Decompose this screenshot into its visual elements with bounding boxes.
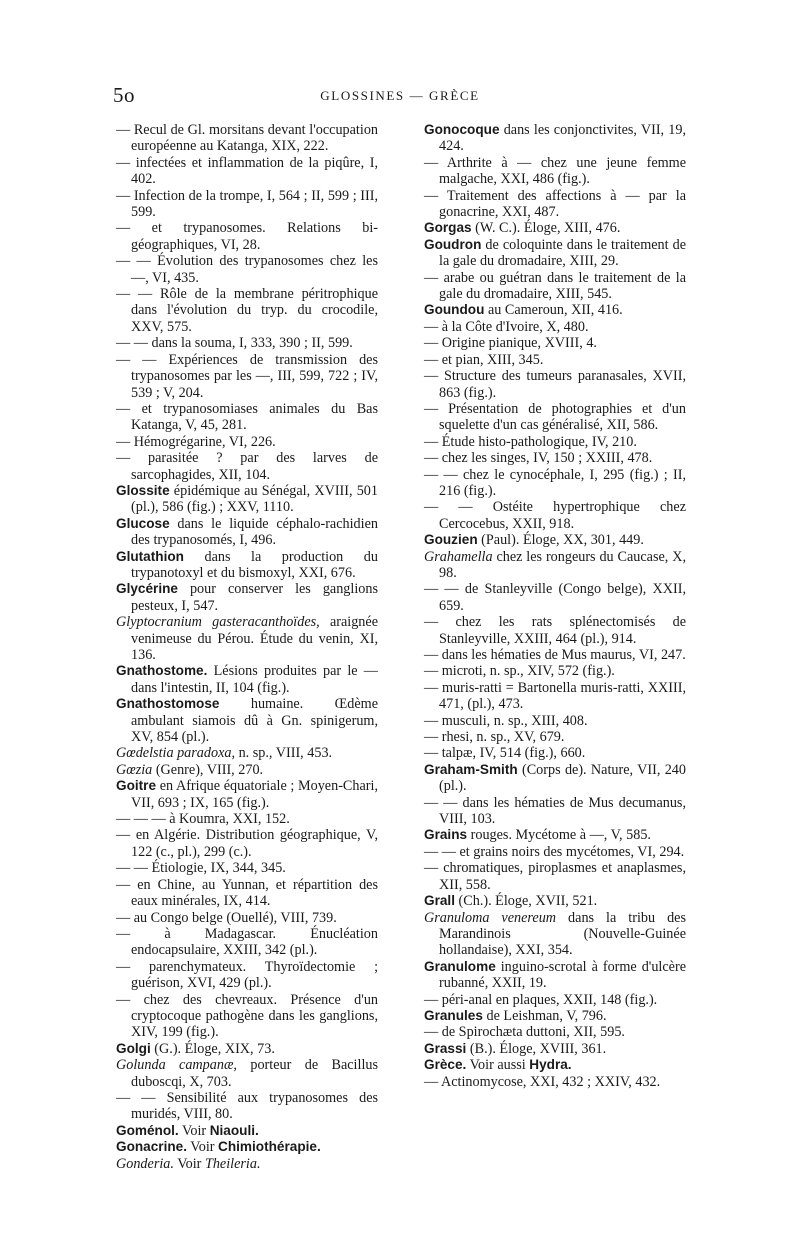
entry-text: inguino-scrotal à forme d'ulcère rubanné, XXII, 19.	[439, 958, 686, 992]
index-entry	[116, 827, 378, 860]
entry-text: et trypanosomes. Relations bi-géographiques, VI, 28.	[131, 220, 378, 253]
entry-text: rhesi, n. sp., XV, 679.	[441, 729, 565, 746]
entry-dash: —	[424, 647, 442, 663]
entry-headword: Granules	[424, 1007, 483, 1023]
entry-dash: —	[424, 400, 449, 417]
index-entry	[116, 401, 378, 434]
index-entry	[116, 352, 378, 401]
entry-dash: —	[424, 991, 442, 1008]
entry-dash: —	[424, 450, 442, 467]
entry-text: dans la production du trypanotoxyl et du bismoxyl, XXI, 676.	[131, 548, 378, 581]
entry-dash: — —	[424, 581, 465, 598]
index-entry	[116, 549, 378, 582]
entry-dash: —	[424, 187, 447, 204]
entry-dash: —	[424, 745, 442, 762]
entry-dash: —	[116, 220, 152, 237]
entry-text: à Koumra, XXI, 152.	[169, 811, 290, 828]
entry-headword: Glossite	[116, 482, 170, 498]
entry-headword: Goitre	[116, 778, 157, 794]
entry-text: (Genre), VIII, 270.	[152, 761, 264, 778]
entry-dash: — —	[116, 335, 152, 352]
entry-headword: Graham-Smith	[424, 761, 518, 777]
index-entry	[424, 581, 686, 614]
index-entry	[424, 860, 686, 893]
entry-dash: —	[116, 827, 136, 844]
entry-text: au Congo belge (Ouellé), VIII, 739.	[133, 909, 337, 926]
entry-text: chez des chevreaux. Présence d'un cryptocoque pathogène dans les ganglions, XIV, 199 (fig.).	[131, 991, 379, 1041]
entry-text: chromatiques, piroplasmes et anaplasmes, XII, 558.	[439, 860, 686, 893]
index-entry	[116, 1139, 378, 1155]
entry-headword: Gœzia	[116, 761, 153, 778]
index-entry	[116, 1041, 378, 1057]
index-entry	[424, 795, 686, 828]
entry-text: microti, n. sp., XIV, 572 (fig.).	[441, 663, 615, 680]
entry-text: en Algérie. Distribution géographique, V, 122 (c., pl.), 299 (c.).	[131, 827, 378, 860]
entry-dash: —	[116, 925, 165, 942]
entry-dash: — —	[116, 253, 158, 270]
entry-headword: Glyptocranium gasteracanthoïdes,	[116, 614, 320, 631]
entry-dash: —	[424, 679, 443, 696]
index-entry	[424, 762, 686, 795]
entry-text: Traitement des affections à — par la gonacrine, XXI, 487.	[439, 187, 686, 221]
entry-text: Structure des tumeurs paranasales, XVII, 863 (fig.).	[439, 368, 687, 401]
entry-headword: Grèce.	[424, 1057, 467, 1073]
index-entry	[424, 122, 686, 155]
entry-dash: —	[424, 1024, 442, 1041]
entry-text: (B.). Éloge, XVIII, 361.	[466, 1040, 607, 1057]
entry-text: Ostéite hypertrophique chez Cercocebus, XXII, 918.	[439, 499, 686, 532]
index-entry	[116, 992, 378, 1041]
entry-text: péri-anal en plaques, XXII, 148 (fig.).	[441, 991, 658, 1008]
index-entry	[116, 860, 378, 876]
entry-text: et trypanosomiases animales du Bas Katanga, V, 45, 281.	[131, 400, 378, 434]
entry-text: dans les hématies de Mus maurus, VI, 247.	[441, 647, 686, 663]
entry-cross-reference: Hydra.	[529, 1057, 572, 1073]
entry-text: chez les singes, IV, 150 ; XXIII, 478.	[441, 450, 653, 467]
entry-dash: —	[116, 433, 134, 450]
index-entry	[116, 1123, 378, 1139]
index-entry	[116, 696, 378, 745]
index-entry	[424, 844, 686, 860]
index-entry	[424, 992, 686, 1008]
entry-headword: Gonacrine.	[116, 1139, 188, 1155]
entry-text: parasitée ? par des larves de sarcophagides, XII, 104.	[131, 450, 378, 483]
running-head: GLOSSINES — GRÈCE	[320, 88, 480, 103]
index-entry	[424, 663, 686, 679]
index-entry	[424, 532, 686, 548]
index-entry	[424, 1057, 686, 1073]
entry-headword: Granuloma venereum	[424, 909, 557, 926]
entry-dash: — — —	[116, 811, 170, 828]
index-entry	[116, 450, 378, 483]
index-entry	[424, 893, 686, 909]
entry-dash: —	[116, 909, 134, 926]
entry-headword: Gonocoque	[424, 122, 500, 137]
entry-headword: Gonderia.	[116, 1155, 174, 1172]
entry-text: en Chine, au Yunnan, et répartition des eaux minérales, IX, 414.	[131, 876, 378, 910]
entry-dash: —	[424, 860, 444, 877]
index-entry	[424, 155, 686, 188]
entry-text: Hémogrégarine, VI, 226.	[133, 433, 276, 450]
entry-dash: —	[116, 187, 134, 204]
entry-cross-reference: Chimiothérapie.	[218, 1139, 321, 1155]
entry-text: de Leishman, V, 796.	[482, 1007, 607, 1024]
left-column	[116, 122, 378, 1172]
index-entry	[116, 122, 378, 155]
index-entry	[116, 959, 378, 992]
entry-text: Sensibilité aux trypanosomes des muridés, VIII, 80.	[131, 1089, 379, 1123]
page-number: 5o	[113, 83, 135, 107]
entry-dash: — —	[424, 794, 463, 811]
entry-text: de Spirochæta duttoni, XII, 595.	[441, 1024, 625, 1041]
entry-headword: Gœdelstia paradoxa,	[116, 745, 236, 762]
entry-text: épidémique au Sénégal, XVIII, 501 (pl.), 586 (fig.) ; XXV, 1110.	[131, 482, 378, 516]
entry-text: musculi, n. sp., XIII, 408.	[441, 712, 588, 729]
index-entry	[424, 401, 686, 434]
entry-text: n. sp., VIII, 453.	[235, 745, 333, 762]
right-column	[424, 122, 686, 1090]
entry-text: Voir aussi	[466, 1057, 530, 1074]
entry-text: pour conserver les ganglions pesteux, I, 547.	[131, 581, 378, 614]
index-entry	[116, 188, 378, 221]
entry-text: de coloquinte dans le traitement de la gale du dromadaire, XIII, 29.	[439, 236, 686, 270]
entry-dash: —	[424, 663, 442, 680]
entry-dash: — —	[116, 860, 152, 877]
entry-text: Voir	[173, 1155, 205, 1172]
index-entry	[116, 335, 378, 351]
entry-dash: —	[424, 269, 444, 286]
entry-text: au Cameroun, XII, 416.	[484, 302, 623, 319]
entry-dash: —	[424, 712, 442, 729]
entry-text: Infection de la trompe, I, 564 ; II, 599 ; III, 599.	[131, 187, 378, 221]
index-entry	[424, 302, 686, 318]
entry-text: Étude histo-pathologique, IV, 210.	[441, 433, 637, 450]
entry-dash: —	[424, 335, 442, 352]
index-entry	[116, 778, 378, 811]
index-entry	[424, 499, 686, 532]
entry-text: en Afrique équatoriale ; Moyen-Chari, VII, 693 ; IX, 165 (fig.).	[131, 778, 378, 811]
entry-text: (G.). Éloge, XIX, 73.	[150, 1040, 275, 1057]
entry-text: Origine pianique, XVIII, 4.	[441, 335, 597, 352]
entry-dash: — —	[116, 286, 161, 303]
entry-dash: —	[116, 991, 144, 1008]
index-entry	[116, 762, 378, 778]
entry-dash: —	[424, 729, 442, 746]
index-entry	[424, 729, 686, 745]
entry-dash: — —	[424, 843, 460, 860]
index-entry	[116, 286, 378, 335]
index-entry	[116, 614, 378, 663]
index-entry	[424, 270, 686, 303]
entry-headword: Gnathostome.	[116, 663, 208, 679]
entry-text: à la Côte d'Ivoire, X, 480.	[441, 318, 589, 335]
entry-dash: — —	[424, 466, 463, 483]
entry-text: porteur de Bacillus duboscqi, X, 703.	[131, 1057, 379, 1090]
entry-text: infectées et inflammation de la piqûre, I, 402.	[131, 154, 379, 188]
entry-text: arabe ou guétran dans le traitement de la gale du dromadaire, XIII, 545.	[439, 269, 686, 303]
index-entry	[424, 237, 686, 270]
index-entry	[424, 188, 686, 221]
index-entry	[424, 959, 686, 992]
entry-headword: Grains	[424, 827, 468, 843]
entry-dash: — Recul de	[116, 122, 188, 138]
entry-text: (W. C.). Éloge, XIII, 476.	[471, 220, 621, 237]
entry-cross-reference: Theileria.	[204, 1155, 261, 1172]
index-entry	[424, 1041, 686, 1057]
index-entry	[116, 581, 378, 614]
entry-dash: —	[424, 368, 444, 385]
entry-text: humaine. Œdème ambulant siamois dû à Gn. spinigerum, XV, 854 (pl.).	[131, 696, 378, 746]
index-entry	[424, 352, 686, 368]
entry-text: rouges. Mycétome à —, V, 585.	[467, 827, 651, 844]
index-entry	[116, 910, 378, 926]
entry-dash: —	[424, 1073, 441, 1090]
entry-text: Rôle de la membrane péritrophique dans l'évolution du tryp. du crocodile, XXV, 575.	[131, 286, 379, 335]
index-entry	[116, 926, 378, 959]
index-entry	[424, 1024, 686, 1040]
index-entry	[116, 745, 378, 761]
entry-text: Voir	[178, 1122, 210, 1139]
index-entry	[424, 450, 686, 466]
entry-text: (Paul). Éloge, XX, 301, 449.	[477, 532, 644, 549]
entry-headword: Grassi	[424, 1040, 467, 1056]
index-entry	[424, 335, 686, 351]
entry-text: chez les rongeurs du Caucase, X, 98.	[439, 548, 686, 581]
entry-headword: Gorgas	[424, 220, 472, 236]
index-entry	[116, 434, 378, 450]
entry-headword: Golgi	[116, 1040, 151, 1056]
index-entry	[116, 516, 378, 549]
entry-headword: Gouzien	[424, 532, 478, 548]
index-entry	[424, 1074, 686, 1090]
entry-text: (Corps de). Nature, VII, 240 (pl.).	[439, 761, 686, 795]
entry-dash: —	[424, 351, 442, 368]
index-entry	[116, 1156, 378, 1172]
index-entry	[424, 549, 686, 582]
index-entry	[116, 253, 378, 286]
index-entry	[116, 483, 378, 516]
index-entry	[424, 467, 686, 500]
entry-dash: —	[424, 318, 442, 335]
entry-text: Arthrite à — chez une jeune femme malgache, XXI, 486 (fig.).	[439, 154, 686, 188]
entry-headword: Grahamella	[424, 548, 493, 565]
index-entry	[116, 877, 378, 910]
entry-text: dans les hématies de Mus decumanus, VIII, 103.	[439, 794, 686, 828]
entry-text: Évolution des trypanosomes chez les —, VI, 435.	[131, 253, 378, 286]
entry-text: de Stanleyville (Congo belge), XXII, 659.	[439, 581, 686, 614]
index-entry	[116, 663, 378, 696]
index-entry	[116, 1090, 378, 1123]
entry-text: dans le liquide céphalo-rachidien des trypanosomés, I, 496.	[131, 515, 378, 549]
index-entry	[424, 614, 686, 647]
index-entry	[424, 680, 686, 713]
entry-text: Gl. morsitans devant l'occupation européenne au Katanga, XIX, 222.	[131, 122, 379, 155]
entry-headword: Glucose	[116, 515, 170, 531]
entry-headword: Goudron	[424, 236, 482, 252]
entry-text: dans les conjonctivites, VII, 19, 424.	[439, 122, 686, 155]
entry-dash: — —	[424, 499, 493, 516]
entry-headword: Gnathostomose	[116, 696, 220, 712]
index-entry	[116, 811, 378, 827]
entry-text: parenchymateux. Thyroïdectomie ; guérison, XVI, 429 (pl.).	[131, 958, 379, 992]
entry-headword: Golunda campanæ,	[116, 1057, 237, 1074]
entry-dash: —	[116, 958, 149, 975]
entry-dash: —	[116, 876, 138, 893]
entry-dash: — —	[116, 1089, 167, 1106]
index-entry	[116, 155, 378, 188]
entry-text: talpæ, IV, 514 (fig.), 660.	[441, 745, 586, 762]
index-entry	[424, 745, 686, 761]
index-entry	[424, 319, 686, 335]
index-entry	[424, 368, 686, 401]
entry-text: et pian, XIII, 345.	[441, 351, 544, 368]
entry-dash: —	[424, 154, 447, 171]
entry-text: à Madagascar. Énucléation endocapsulaire, XXIII, 342 (pl.).	[131, 925, 378, 959]
entry-dash: —	[116, 154, 136, 171]
entry-headword: Granulome	[424, 958, 496, 974]
index-entry	[424, 1008, 686, 1024]
entry-text: Lésions produites par le — dans l'intestin, II, 104 (fig.).	[131, 663, 378, 696]
index-entry	[116, 220, 378, 253]
entry-dash: —	[116, 450, 148, 467]
entry-text: muris-ratti = Bartonella muris-ratti, XXIII, 471, (pl.), 473.	[439, 679, 686, 713]
entry-headword: Glutathion	[116, 548, 184, 564]
entry-text: chez le cynocéphale, I, 295 (fig.) ; II, 216 (fig.).	[439, 466, 686, 499]
entry-text: dans la tribu des Marandinois (Nouvelle-Guinée hollandaise), XXI, 354.	[439, 909, 686, 959]
entry-text: dans la souma, I, 333, 390 ; II, 599.	[151, 335, 353, 352]
entry-dash: —	[424, 614, 456, 631]
entry-dash: —	[424, 433, 442, 450]
entry-text: Actinomycose, XXI, 432 ; XXIV, 432.	[440, 1073, 661, 1090]
entry-text: et grains noirs des mycétomes, VI, 294.	[459, 843, 685, 860]
entry-text: Voir	[187, 1139, 219, 1156]
index-entry	[424, 827, 686, 843]
entry-headword: Glycérine	[116, 581, 178, 597]
index-entry	[424, 910, 686, 959]
entry-text: (Ch.). Éloge, XVII, 521.	[454, 893, 598, 910]
entry-text: Présentation de photographies et d'un squelette d'un cas généralisé, XII, 586.	[439, 400, 686, 434]
entry-dash: — —	[116, 351, 169, 368]
index-entry	[424, 220, 686, 236]
index-entry	[424, 434, 686, 450]
entry-headword: Goundou	[424, 302, 485, 318]
entry-headword: Goménol.	[116, 1122, 179, 1138]
entry-cross-reference: Niaouli.	[209, 1122, 259, 1138]
entry-dash: —	[116, 400, 142, 417]
index-entry	[424, 647, 686, 663]
entry-text: Étiologie, IX, 344, 345.	[151, 860, 286, 877]
entry-text: Expériences de transmission des trypanosomes par les —, III, 599, 722 ; IV, 539 ; V, 204.	[131, 351, 378, 401]
entry-headword: Grall	[424, 893, 455, 909]
index-entry	[116, 1057, 378, 1090]
entry-text: araignée venimeuse du Pérou. Étude du venin, XI, 136.	[131, 614, 378, 663]
index-entry	[424, 713, 686, 729]
entry-text: chez les rats splénectomisés de Stanleyville, XXIII, 464 (pl.), 914.	[439, 614, 687, 647]
